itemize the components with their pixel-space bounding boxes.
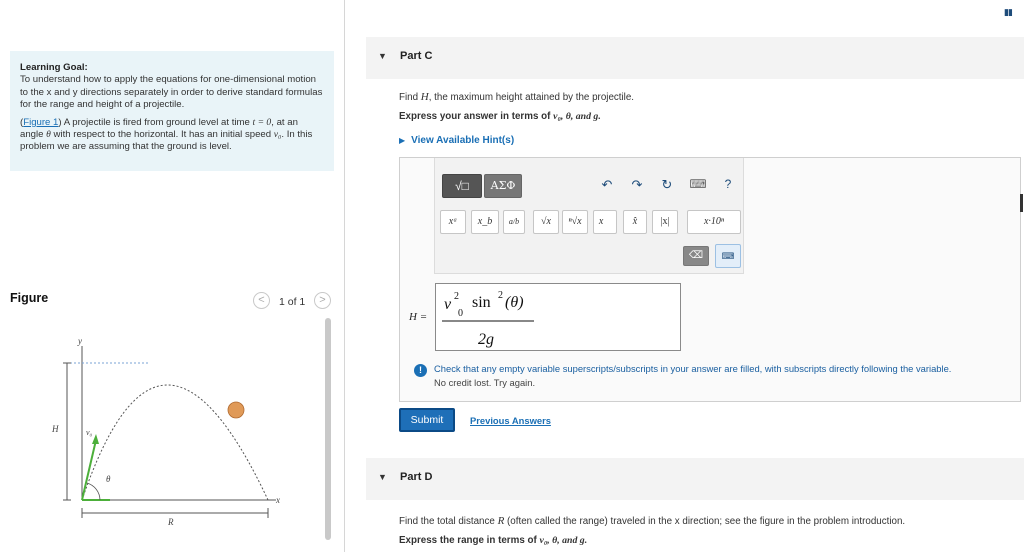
question-suffix: , the maximum height attained by the projectile. bbox=[428, 92, 635, 103]
learning-goal-text: To understand how to apply the equations for one-dimensional motion to the x and y directions separately in order to derive standard formulas for the range and height of a projectile. bbox=[20, 74, 323, 111]
velocity-label: v₀ bbox=[86, 428, 93, 437]
part-d-question bbox=[399, 515, 905, 527]
learning-goal bbox=[20, 62, 324, 112]
intro-text-c: with respect to the horizontal. It has an initial speed bbox=[50, 129, 274, 141]
express-prefix: Express your answer in terms of bbox=[399, 111, 554, 122]
feedback-subtext: No credit lost. Try again. bbox=[434, 377, 536, 388]
express-vars: v₀, θ, and g. bbox=[539, 535, 588, 546]
figure-link[interactable]: Figure 1 bbox=[23, 116, 59, 128]
part-c-title: Part C bbox=[400, 50, 433, 62]
range-label: R bbox=[168, 517, 174, 527]
answer-arg: (θ) bbox=[505, 294, 524, 311]
view-hints-link[interactable] bbox=[399, 135, 514, 146]
math-toolbar bbox=[434, 158, 744, 274]
answer-label: H = bbox=[409, 311, 428, 323]
figure-prev-button[interactable]: < bbox=[253, 292, 270, 309]
panel-resize-handle[interactable] bbox=[1020, 194, 1023, 212]
intro-time-eq: t = 0 bbox=[252, 116, 272, 128]
subscript-button[interactable]: x_b bbox=[471, 210, 499, 234]
intro-text-b: , at an angle bbox=[20, 116, 298, 141]
projectile-figure bbox=[40, 330, 300, 530]
keyboard-toggle-button[interactable]: ⌨ bbox=[715, 244, 741, 268]
learning-goal-box bbox=[10, 51, 334, 171]
menu-icon[interactable]: ▮▮ bbox=[1004, 7, 1012, 17]
answer-expression bbox=[436, 284, 680, 350]
expand-triangle-icon: ▶ bbox=[399, 136, 406, 145]
angle-label: θ bbox=[106, 474, 111, 484]
learning-goal-heading: Learning Goal: bbox=[20, 62, 88, 73]
figure-next-button[interactable]: > bbox=[314, 292, 331, 309]
answer-denominator: 2g bbox=[478, 331, 494, 348]
part-c-instructions bbox=[399, 111, 601, 122]
part-c-question bbox=[399, 91, 634, 103]
redo-icon[interactable]: ↷ bbox=[631, 177, 643, 192]
part-d-header[interactable] bbox=[366, 458, 1024, 500]
problem-intro: (Figure 1) A projectile is fired from ground level at time t = 0, at an angle θ with respect to the horizontal. It has an initial speed v₀. In this problem we are assuming that the ground is level. bbox=[20, 116, 313, 153]
feedback-message: Check that any empty variable superscripts/subscripts in your answer are filled, with subscripts directly following the variable. bbox=[434, 363, 952, 374]
right-panel bbox=[346, 0, 1024, 552]
intro-angle: θ bbox=[46, 129, 51, 141]
x-axis-label: x bbox=[276, 495, 280, 505]
absolute-value-button[interactable]: |x| bbox=[652, 210, 678, 234]
undo-icon[interactable]: ↶ bbox=[601, 177, 613, 192]
nth-root-button[interactable]: ⁿ√x bbox=[562, 210, 588, 234]
intro-speed: v₀ bbox=[273, 129, 282, 141]
projectile-ball bbox=[228, 402, 244, 418]
collapse-triangle-icon: ▼ bbox=[378, 472, 387, 482]
part-d-title: Part D bbox=[400, 471, 433, 483]
answer-v-sup: 2 bbox=[454, 291, 459, 302]
express-prefix: Express the range in terms of bbox=[399, 535, 540, 546]
keyboard-icon[interactable]: ⌨ bbox=[689, 177, 707, 191]
view-hints-label: View Available Hint(s) bbox=[411, 135, 515, 146]
intro-text-a: ) A projectile is fired from ground level at time bbox=[58, 116, 253, 128]
answer-v-sub: 0 bbox=[458, 308, 463, 319]
figure-pager-text: 1 of 1 bbox=[279, 296, 306, 308]
vector-button[interactable]: x⃗ bbox=[593, 210, 617, 234]
question-suffix: (often called the range) traveled in the x direction; see the figure in the problem introduction. bbox=[504, 516, 906, 527]
answer-input[interactable] bbox=[435, 283, 681, 351]
unit-vector-button[interactable]: x̂ bbox=[623, 210, 647, 234]
help-icon[interactable]: ? bbox=[724, 177, 732, 191]
question-prefix: Find the total distance bbox=[399, 516, 498, 527]
answer-sin: sin bbox=[472, 294, 491, 311]
answer-v: v bbox=[444, 296, 452, 313]
answer-area bbox=[399, 157, 1021, 402]
velocity-vector bbox=[82, 440, 96, 500]
fraction-button[interactable]: a/b bbox=[503, 210, 525, 234]
alert-icon: ! bbox=[414, 364, 427, 377]
delete-button[interactable]: ⌫ bbox=[683, 246, 709, 266]
figure-title: Figure bbox=[10, 291, 49, 305]
angle-arc bbox=[87, 483, 100, 500]
intro-text-d: . In this problem we are assuming that the ground is level. bbox=[20, 129, 313, 153]
reset-icon[interactable]: ↻ bbox=[661, 177, 673, 192]
part-d-instructions bbox=[399, 535, 587, 546]
left-panel bbox=[0, 0, 345, 552]
figure-scrollbar[interactable] bbox=[325, 318, 331, 540]
superscript-button[interactable]: xᵃ bbox=[440, 210, 466, 234]
sqrt-button[interactable]: √x bbox=[533, 210, 559, 234]
greek-symbols-button[interactable]: ΑΣΦ bbox=[484, 174, 522, 198]
y-axis-label: y bbox=[78, 336, 82, 346]
express-vars: v₀, θ, and g. bbox=[553, 111, 601, 122]
answer-sin-sup: 2 bbox=[498, 290, 503, 301]
collapse-triangle-icon: ▼ bbox=[378, 51, 387, 61]
question-var: H bbox=[420, 91, 429, 103]
scientific-notation-button[interactable]: x·10ⁿ bbox=[687, 210, 741, 234]
question-var: R bbox=[497, 515, 505, 527]
submit-button[interactable]: Submit bbox=[399, 408, 455, 432]
velocity-arrowhead bbox=[92, 434, 99, 444]
previous-answers-link[interactable]: Previous Answers bbox=[470, 415, 551, 426]
templates-button[interactable]: √□ bbox=[442, 174, 482, 198]
question-prefix: Find bbox=[399, 92, 421, 103]
part-c-header[interactable] bbox=[366, 37, 1024, 79]
height-label: H bbox=[52, 424, 59, 434]
